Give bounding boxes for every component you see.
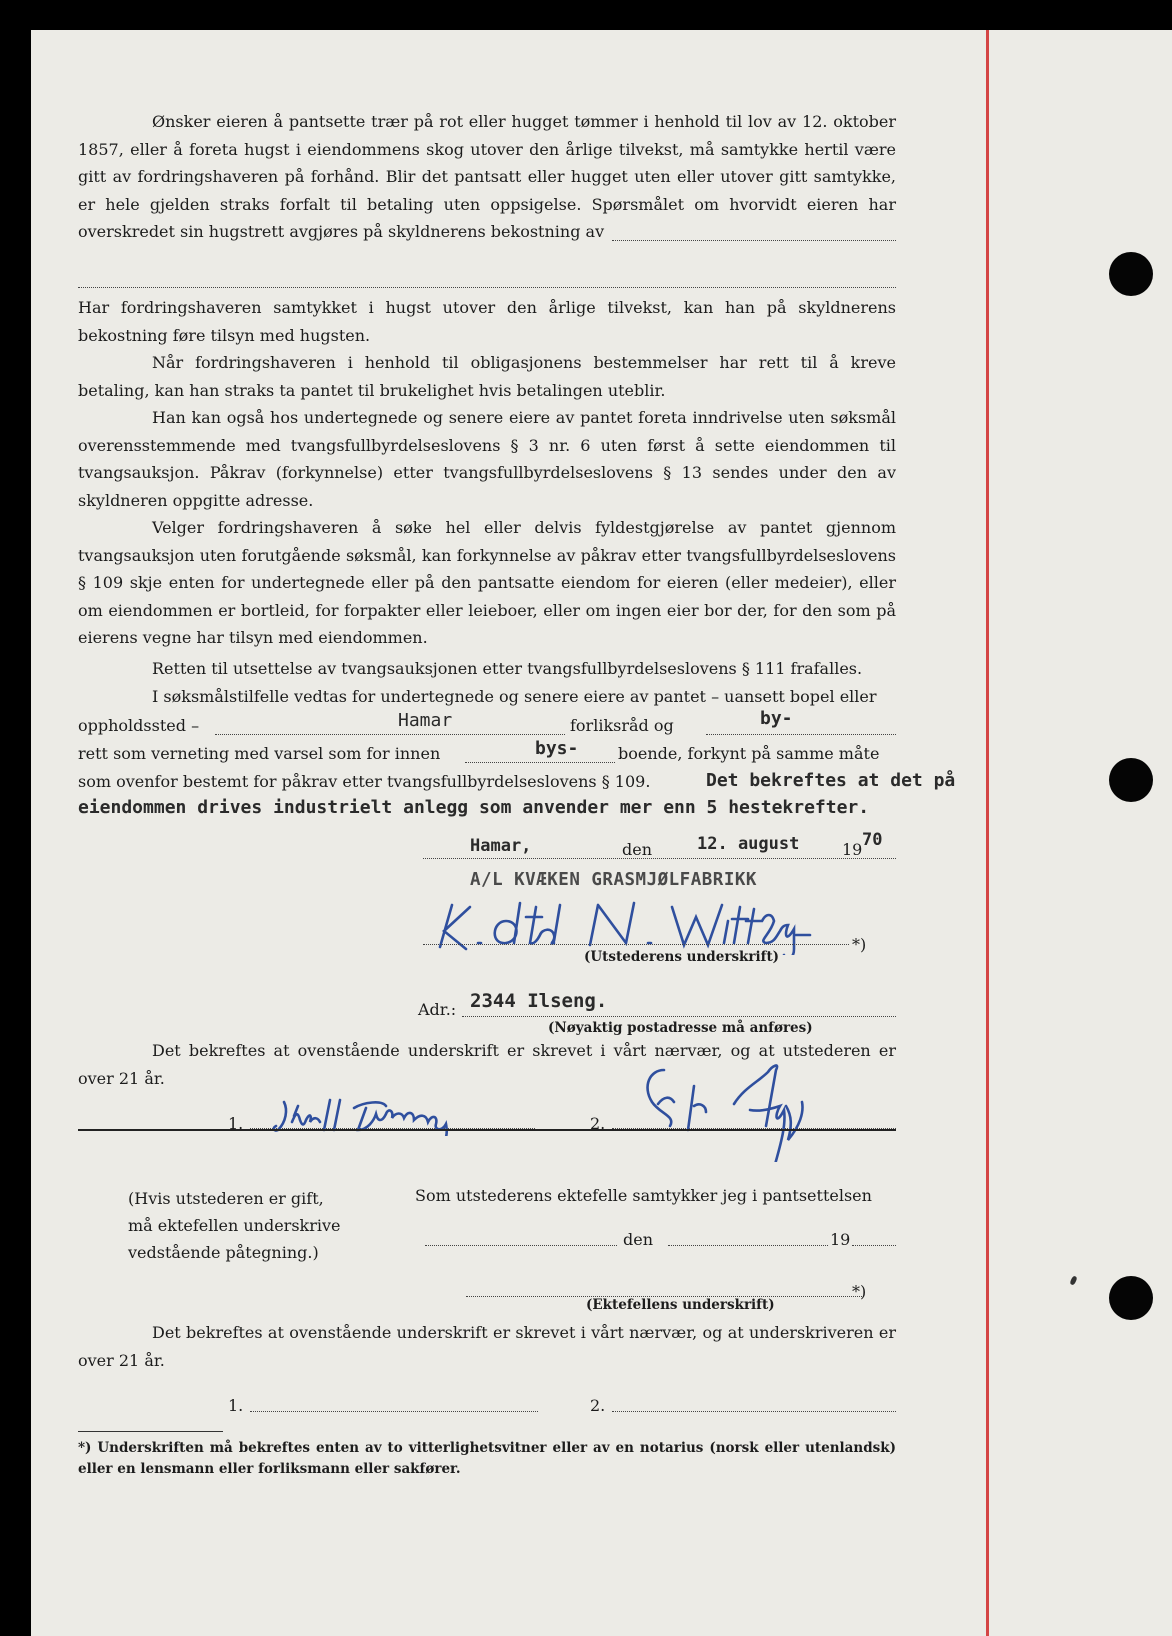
issuer-signature (430, 895, 850, 955)
date-year: 70 (862, 830, 883, 850)
fill-line (462, 1016, 896, 1017)
footnote: *) Underskriften må bekreftes enten av to vitterlighetsvitner eller av en notarius (norsk eller utenlandsk) eller en lensmann eller forliksmann eller sakfører. (78, 1440, 896, 1477)
address-label: Adr.: (418, 1000, 457, 1019)
spouse-den: den (623, 1230, 654, 1249)
witness-signature-2 (630, 1056, 860, 1162)
address-caption: (Nøyaktig postadresse må anføres) (548, 1020, 813, 1036)
margin-line (986, 30, 989, 1636)
address-value: 2344 Ilseng. (470, 990, 608, 1012)
paragraph-auction: Velger fordringshaveren å søke hel eller delvis fyldestgjørelse av pantet gjennom tvangsauksjon uten forutgående søksmål, kan forkynnelse av påkrav etter tvangsfullbyrdelseslovens § 109 skje enten for undertegnede eller på den pantsatte eiendom for eieren (eller medeier), eller om eiendommen er bortleid, for forpakter eller leieboer, eller om ingen eier bor der, for den som på eierens vegne har tilsyn med eiendommen. (78, 518, 896, 647)
issuer-asterisk: *) (852, 935, 867, 954)
witness-statement-spouse: Det bekreftes at ovenstående underskrift er skrevet i vårt nærvær, og at underskriveren er over 21 år. (78, 1323, 896, 1370)
fill-line (706, 734, 896, 735)
date-den: den (622, 840, 653, 859)
paragraph-logging: Ønsker eieren å pantsette trær på rot eller hugget tømmer i henhold til lov av 12. oktober 1857, eller å foreta hugst i eiendommens skog utover den årlige tilvekst, må samtykke hertil være gitt av fordringshaveren på forhånd. Blir det pantsatt eller hugget uten eller utover gitt samtykke, er hele gjelden straks forfalt til betaling uten oppsigelse. Spørsmålet om hvorvidt eieren har overskredet sin hugstrett avgjøres på skyldnerens bekostning av (78, 112, 896, 241)
spouse-year-prefix: 19 (830, 1230, 851, 1249)
typed-addendum-b: eiendommen drives industrielt anlegg som anvender mer enn 5 hestekrefter. (78, 797, 870, 818)
paragraph-enforcement: Han kan også hos undertegnede og senere eiere av pantet foreta inndrivelse uten søksmål overensstemmende med tvangsfullbyrdelseslovens § 3 nr. 6 uten først å sette eiendommen til tvangsauksjon. Påkrav (forkynnelse) etter tvangsfullbyrdelseslovens § 13 sendes under den av skyldneren oppgitte adresse. (78, 408, 896, 510)
fill-line (250, 1411, 538, 1412)
punch-hole (1109, 758, 1153, 802)
venue-mid: forliksråd og (570, 716, 674, 735)
venue-line2-prefix: rett som verneting med varsel som for innen (78, 744, 441, 763)
spouse-consent: Som utstederens ektefelle samtykker jeg i pantsettelsen (415, 1186, 872, 1205)
company-stamp: A/L KVÆKEN GRASMJØLFABRIKK (470, 870, 757, 890)
fill-line (668, 1245, 828, 1246)
punch-hole (1109, 252, 1153, 296)
witness-statement: Det bekreftes at ovenstående underskrift er skrevet i vårt nærvær, og at utstederen er over 21 år. (78, 1041, 896, 1088)
venue-line3: som ovenfor bestemt for påkrav etter tvangsfullbyrdelseslovens § 109. (78, 772, 651, 791)
spouse-caption: (Ektefellens underskrift) (586, 1297, 775, 1313)
fill-line (423, 944, 849, 945)
fill-line (612, 240, 896, 241)
typed-addendum-a: Det bekreftes at det på (706, 770, 956, 791)
witness-number-2: 2. (590, 1114, 606, 1133)
fill-line (215, 734, 565, 735)
spouse-note: (Hvis utstederen er gift, må ektefellen underskrive vedstående påtegning.) (128, 1189, 341, 1262)
venue-by: by- (760, 708, 793, 729)
venue-bys: bys- (535, 738, 579, 759)
fill-line (78, 287, 896, 288)
fill-line (465, 762, 615, 763)
fill-line (852, 1245, 896, 1246)
date-year-prefix: 19 (842, 840, 863, 859)
punch-hole (1109, 1276, 1153, 1320)
paragraph-payment: Når fordringshaveren i henhold til obligasjonens bestemmelser har rett til å kreve betaling, kan han straks ta pantet til brukelighet hvis betalingen uteblir. (78, 353, 896, 400)
venue-line2-suffix: boende, forkynt på samme måte (618, 744, 880, 763)
venue-prefix: oppholdssted – (78, 716, 200, 735)
date-value: 12. august (697, 834, 800, 854)
venue-court: Hamar (398, 710, 453, 731)
footnote-divider (78, 1431, 223, 1432)
paragraph-supervision: Har fordringshaveren samtykket i hugst utover den årlige tilvekst, kan han på skyldnerens bekostning føre tilsyn med hugsten. (78, 298, 896, 345)
paragraph-postponement: Retten til utsettelse av tvangsauksjonen etter tvangsfullbyrdelseslovens § 111 frafalles. (152, 659, 863, 678)
witness-number-1: 1. (228, 1114, 244, 1133)
section-divider (78, 1129, 896, 1131)
paragraph-venue: I søksmålstilfelle vedtas for undertegnede og senere eiere av pantet – uansett bopel eller (152, 687, 877, 706)
spouse-witness-number-1: 1. (228, 1396, 244, 1415)
spouse-asterisk: *) (852, 1282, 867, 1301)
fill-line (425, 1245, 617, 1246)
fill-line (612, 1411, 896, 1412)
issuer-caption: (Utstederens underskrift) (584, 949, 780, 965)
spouse-witness-number-2: 2. (590, 1396, 606, 1415)
date-place: Hamar, (470, 836, 532, 856)
ink-speck (1069, 1275, 1077, 1285)
fill-line (423, 858, 896, 859)
